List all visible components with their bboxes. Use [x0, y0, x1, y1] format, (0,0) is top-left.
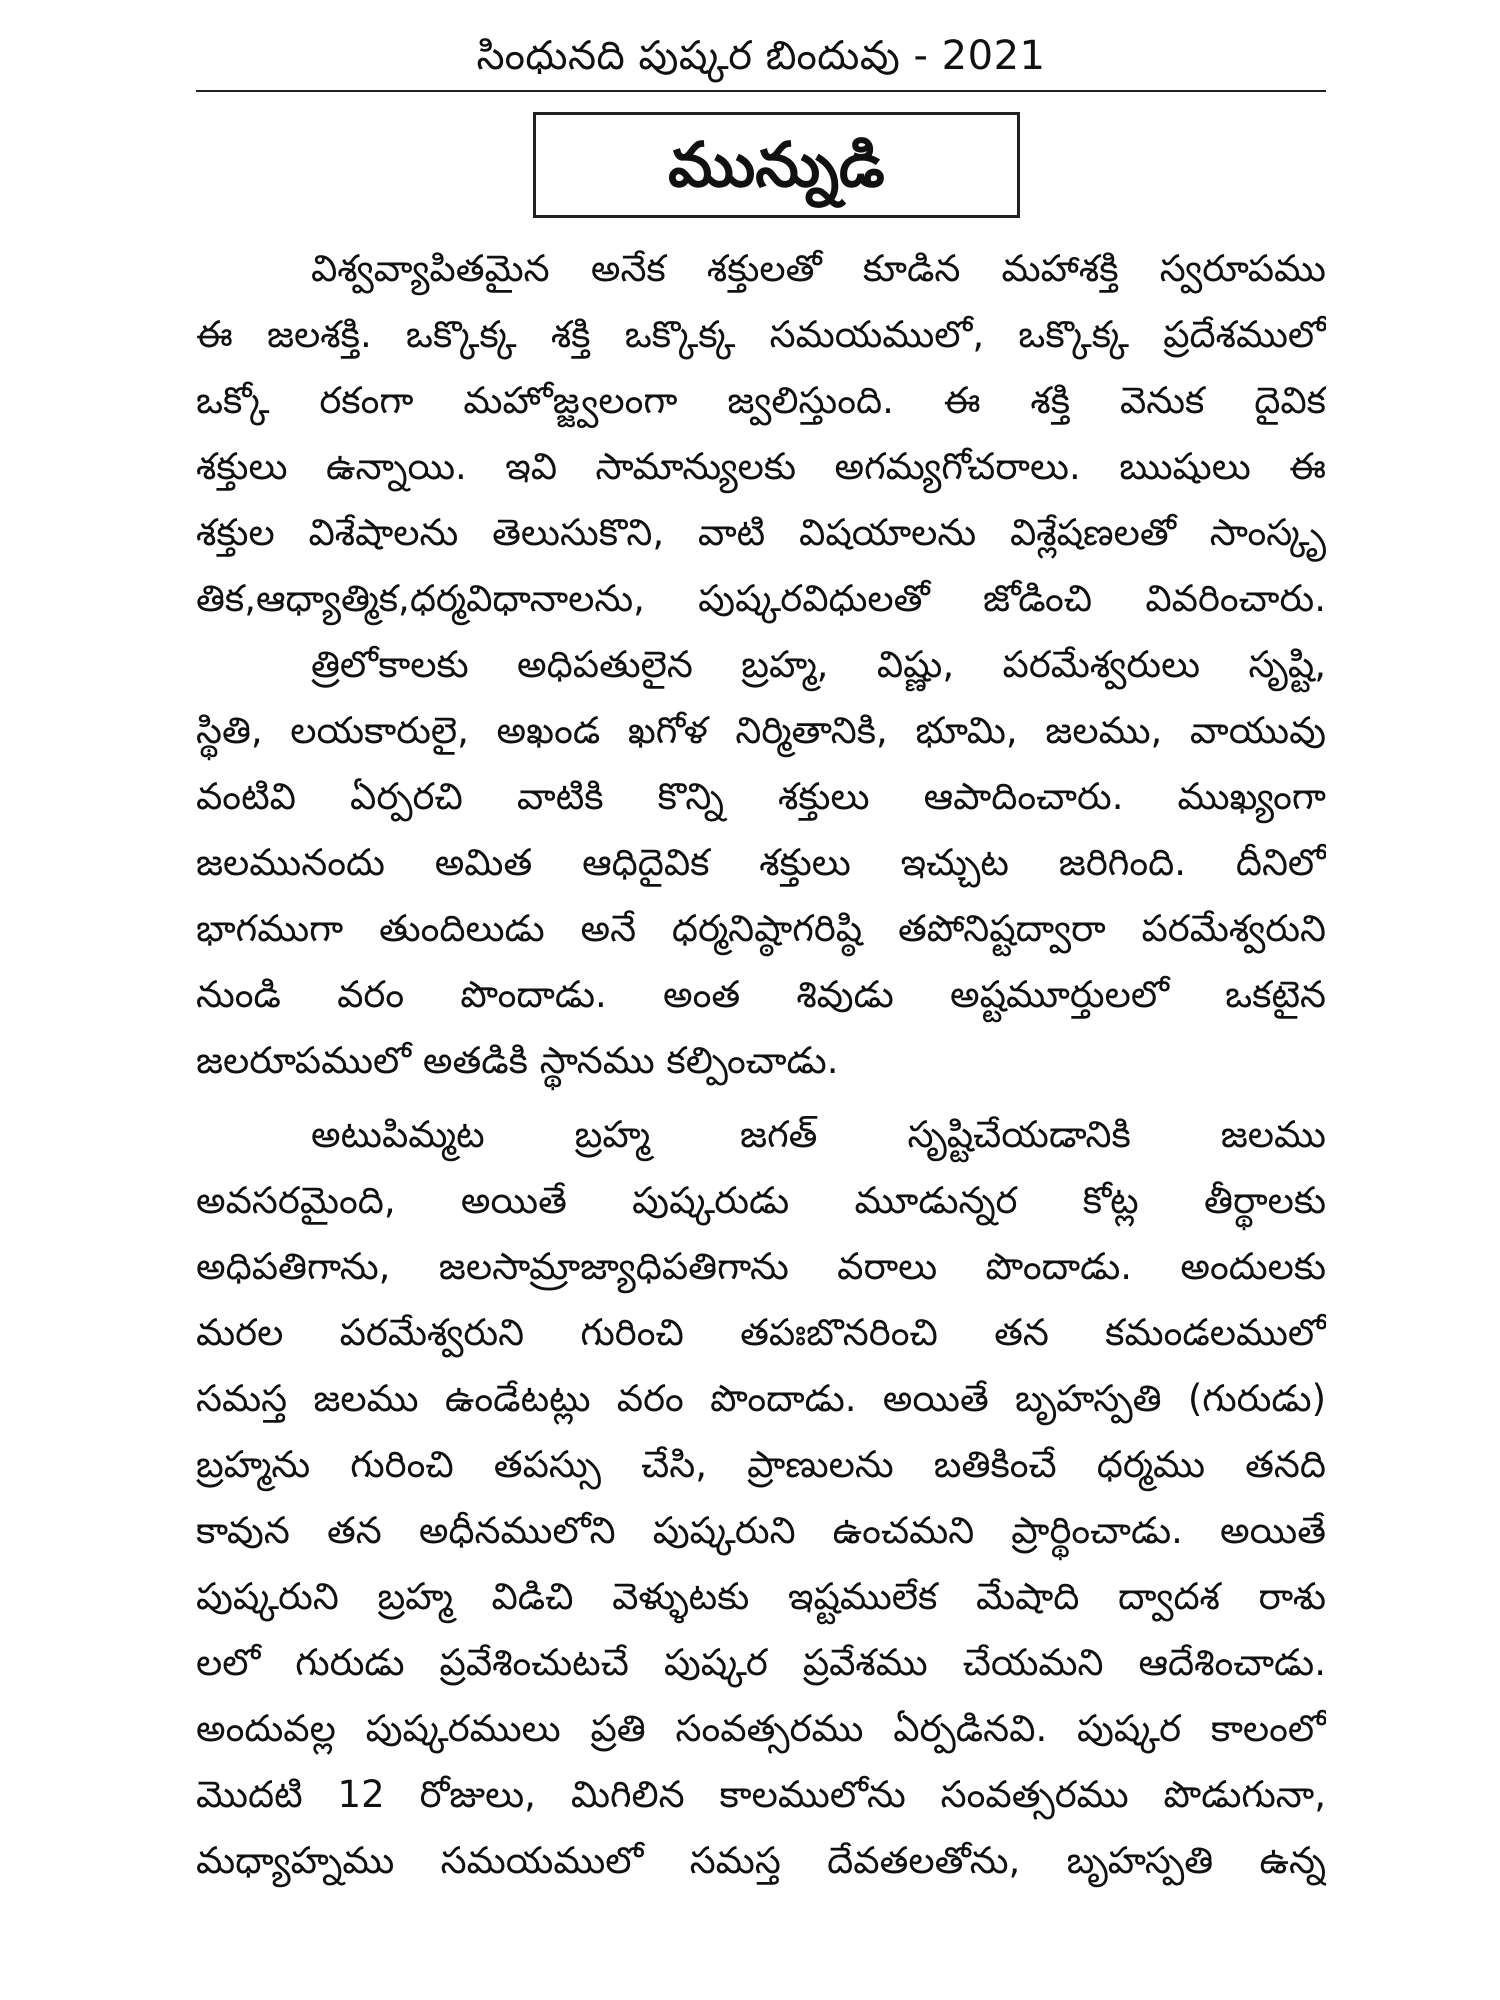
- paragraph-3-line-1: అటుపిమ్మట బ్రహ్మ జగత్ సృష్టిచేయడానికి జలము: [311, 1113, 1326, 1156]
- paragraph-1-line-1: విశ్వవ్యాపితమైన అనేక శక్తులతో కూడిన మహాశక్తి స్వరూపము: [311, 247, 1326, 290]
- paragraph-3-line-11: మొదటి 12 రోజులు, మిగిలిన కాలములోను సంవత్సరము పొడుగునా,: [196, 1773, 1326, 1816]
- header-rule: [196, 90, 1326, 92]
- paragraph-3-line-8: పుష్కరుని బ్రహ్మ విడిచి వెళ్ళుటకు ఇష్టములేక మేషాది ద్వాదశ రాశు: [196, 1575, 1326, 1618]
- paragraph-1-line-5: శక్తుల విశేషాలను తెలుసుకొని, వాటి విషయాలను విశ్లేషణలతో సాంస్కృ: [196, 511, 1326, 554]
- paragraph-2-line-1: త్రిలోకాలకు అధిపతులైన బ్రహ్మ, విష్ణు, పరమేశ్వరులు సృష్టి,: [311, 643, 1326, 686]
- title-box: [533, 112, 1020, 218]
- paragraph-2-line-2: స్థితి, లయకారులై, అఖండ ఖగోళ నిర్మితానికి, భూమి, జలము, వాయువు: [196, 709, 1326, 752]
- paragraph-2-line-4: జలమునందు అమిత ఆధిదైవిక శక్తులు ఇచ్చుట జరిగింది. దీనిలో: [196, 841, 1326, 884]
- paragraph-1-line-4: శక్తులు ఉన్నాయి. ఇవి సామాన్యులకు అగమ్యగోచరాలు. ఋషులు ఈ: [196, 445, 1326, 488]
- body-text: [196, 236, 1326, 1894]
- paragraph-1-line-6: తిక,ఆధ్యాత్మిక,ధర్మవిధానాలను, పుష్కరవిధులతో జోడించి వివరించారు.: [196, 577, 1326, 620]
- paragraph-3-line-6: బ్రహ్మను గురించి తపస్సు చేసి, ప్రాణులను బతికించే ధర్మము తనది: [196, 1443, 1326, 1486]
- paragraph-1-line-3: ఒక్కో రకంగా మహోజ్జ్వలంగా జ్వలిస్తుంది. ఈ శక్తి వెనుక దైవిక: [196, 379, 1326, 422]
- paragraph-3-line-9: లలో గురుడు ప్రవేశించుటచే పుష్కర ప్రవేశము చేయమని ఆదేశించాడు.: [196, 1641, 1326, 1684]
- paragraph-3-line-4: మరల పరమేశ్వరుని గురించి తపఃబొనరించి తన కమండలములో: [196, 1311, 1326, 1354]
- paragraph-3-line-2: అవసరమైంది, అయితే పుష్కరుడు మూడున్నర కోట్ల తీర్థాలకు: [196, 1179, 1326, 1222]
- paragraph-3-line-10: అందువల్ల పుష్కరములు ప్రతి సంవత్సరము ఏర్పడినవి. పుష్కర కాలంలో: [196, 1707, 1326, 1750]
- paragraph-3-line-5: సమస్త జలము ఉండేటట్లు వరం పొందాడు. అయితే బృహస్పతి (గురుడు): [196, 1377, 1326, 1420]
- running-header: సింధునది పుష్కర బిందువు - 2021: [476, 33, 1046, 79]
- paragraph-3-line-7: కావున తన అధీనములోని పుష్కరుని ఉంచమని ప్రార్థించాడు. అయితే: [196, 1509, 1326, 1552]
- paragraph-3-line-12: మధ్యాహ్నము సమయములో సమస్త దేవతలతోను, బృహస్పతి ఉన్న: [196, 1839, 1326, 1882]
- paragraph-2-line-3: వంటివి ఏర్పరచి వాటికి కొన్ని శక్తులు ఆపాదించారు. ముఖ్యంగా: [196, 775, 1326, 818]
- paragraph-3-line-3: అధిపతిగాను, జలసామ్రాజ్యాధిపతిగాను వరాలు పొందాడు. అందులకు: [196, 1245, 1326, 1288]
- page-title: మున్నుడి: [668, 128, 885, 201]
- paragraph-2-line-7: జలరూపములో అతడికి స్థానము కల్పించాడు.: [196, 1039, 839, 1082]
- paragraph-1-line-2: ఈ జలశక్తి. ఒక్కొక్క శక్తి ఒక్కొక్క సమయములో, ఒక్కొక్క ప్రదేశములో: [196, 313, 1326, 356]
- paragraph-2-line-5: భాగముగా తుందిలుడు అనే ధర్మనిష్ఠాగరిష్ఠి తపోనిష్టద్వారా పరమేశ్వరుని: [196, 907, 1326, 950]
- paragraph-2-line-6: నుండి వరం పొందాడు. అంత శివుడు అష్టమూర్తులలో ఒకటైన: [196, 973, 1326, 1016]
